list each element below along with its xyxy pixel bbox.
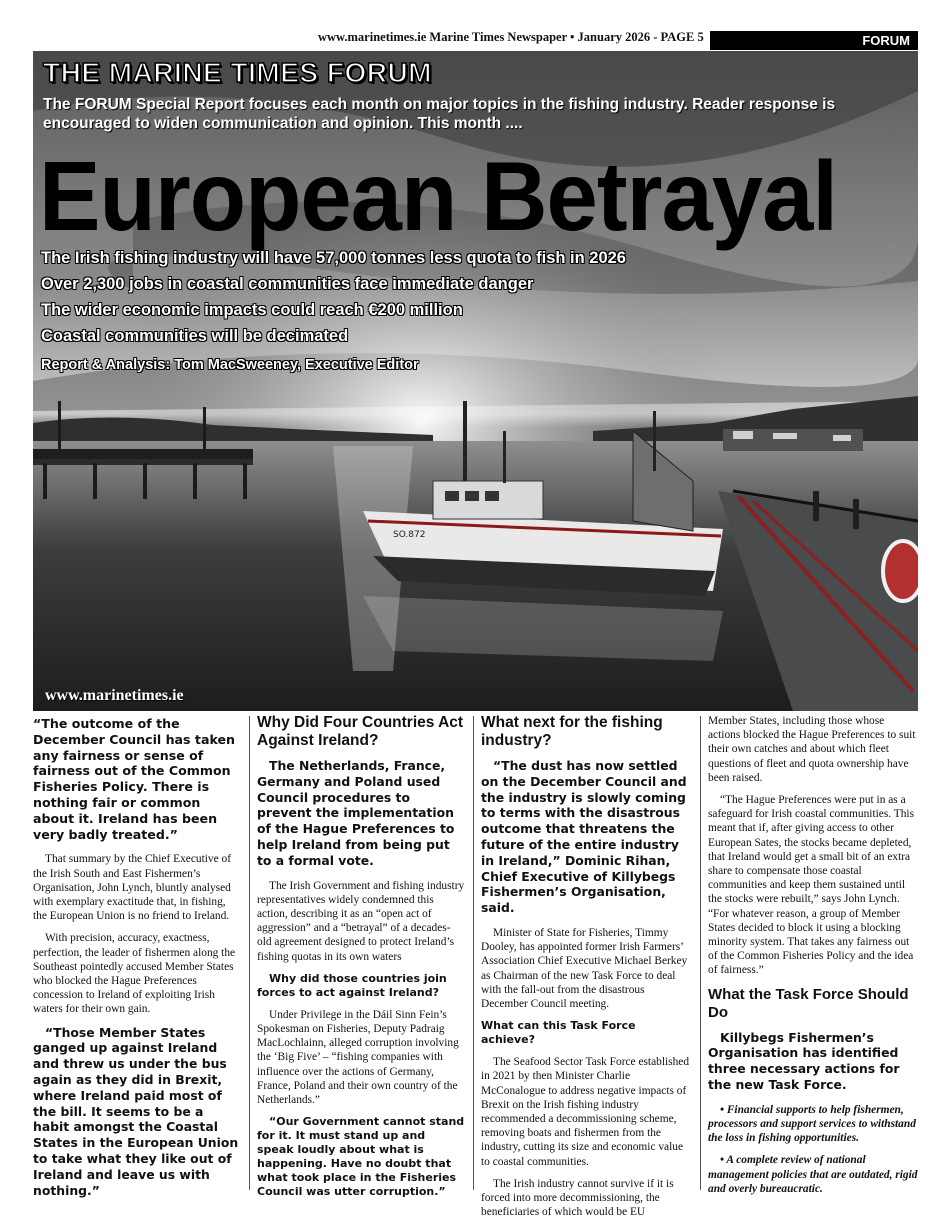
action-item: • Financial supports to help fishermen, processors and support services to withstand the loss in fishing opportunities. <box>708 1103 916 1145</box>
body-paragraph: The Irish Government and fishing industry representatives widely condemned this action, describing it as an “open act of aggression” and a “betrayal” of a decades-old agreement designed to protect Ireland’s fishing quotas in its own waters <box>257 879 465 963</box>
key-point: Coastal communities will be decimated <box>41 327 349 345</box>
main-headline: European Betrayal <box>39 141 838 251</box>
website-label: www.marinetimes.ie <box>45 687 184 704</box>
column-rule <box>473 716 474 1190</box>
action-item: • A complete review of national management policies that are outdated, rigid and overly bureaucratic. <box>708 1154 918 1195</box>
column-2 <box>257 714 465 1207</box>
section-tab: FORUM <box>710 31 918 50</box>
lead-paragraph: The Netherlands, France, Germany and Poland used Council procedures to prevent the implementation of the Hague Preferences to help Ireland from being put to a formal vote. <box>257 758 455 868</box>
lead-paragraph: Killybegs Fishermen’s Organisation has identified three necessary actions for the new Task Force. <box>708 1029 900 1093</box>
section-heading: What next for the fishing industry? <box>481 714 663 749</box>
lead-quote: “The dust has now settled on the December Council and the industry is slowly coming to terms with the disastrous outcome that threatens the future of the entire industry in Ireland,” Dominic Rihan, Chief Executive of Killybegs Fishermen’s Organisation, said. <box>481 758 687 916</box>
column-rule <box>700 716 701 1190</box>
key-points <box>41 245 626 349</box>
column-1 <box>33 714 241 1208</box>
boat-registration-label: SO.872 <box>393 530 426 540</box>
forum-title: THE MARINE TIMES FORUM <box>43 57 432 88</box>
forum-intro: The FORUM Special Report focuses each month on major topics in the fishing industry. Reader response is encouraged to widen communication and opinion. This month .... <box>43 96 836 132</box>
lead-quote: “The outcome of the December Council has taken any fairness or sense of fairness out of the Common Fisheries Policy. There is nothing fair or common about it. Ireland has been very badly treated.” <box>33 716 235 842</box>
hero-photo <box>33 51 918 711</box>
key-point: The Irish fishing industry will have 57,000 tonnes less quota to fish in 2026 <box>41 249 626 267</box>
body-paragraph: That summary by the Chief Executive of the Irish South and East Fishermen’s Organisation, John Lynch, bluntly analysed with exemplary exactitude that, in fishing, the European Union is no friend to Ireland. <box>33 853 231 923</box>
column-3 <box>481 714 693 1227</box>
pull-quote: “Our Government cannot stand for it. It must stand up and speak loudly about what is happening. Have no doubt that what took place in the Fisheries Council was utter corruption.” <box>257 1115 465 1199</box>
body-paragraph: Minister of State for Fisheries, Timmy Dooley, has appointed former Irish Farmers’ Association Chief Executive Michael Berkey as Chairman of the new Task Force to deal with the fall-out from the disastrous December Council meeting. <box>481 926 688 1010</box>
body-paragraph: The Seafood Sector Task Force established in 2021 by then Minister Charlie McConalogue to address negative impacts of Brexit on the Irish fishing industry recommended a decommissioning scheme, removing boats and fishermen from the industry, cutting its size and economic value to coastal communities. <box>481 1056 690 1168</box>
question-heading: Why did those countries join forces to act against Ireland? <box>257 971 447 999</box>
column-4 <box>708 714 918 1204</box>
section-heading: What the Task Force Should Do <box>708 985 909 1021</box>
body-paragraph: The Irish industry cannot survive if it is forced into more decommissioning, the beneficiaries of which would be EU <box>481 1177 674 1219</box>
key-point: Over 2,300 jobs in coastal communities face immediate danger <box>41 275 534 293</box>
byline: Report & Analysis: Tom MacSweeney, Executive Editor <box>41 357 419 373</box>
page-header <box>0 0 950 52</box>
body-paragraph: “The Hague Preferences were put in as a safeguard for Irish coastal communities. This meant that if, after giving access to other European Sates, the stocks became depleted, that Ireland would get a small bit of an extra share to compensate those coastal communities and keep them sustained until the stocks were rebuilt,” says John Lynch. “For whatever reason, a group of Member States decided to block it using a blocking minority system. That takes any fairness out of the Common Fisheries Policy and the idea of fairness.” <box>708 794 915 977</box>
running-head: www.marinetimes.ie Marine Times Newspaper • January 2026 - PAGE 5 <box>318 30 704 44</box>
body-paragraph: Member States, including those whose actions blocked the Hague Preferences to suit their own catches and about which fleet questions of fleet and quota ownership have been raised. <box>708 715 916 784</box>
body-paragraph: With precision, accuracy, exactness, perfection, the leader of fishermen along the Southeast pointedly accused Member States who blocked the Hague Preferences concession to Ireland of exploiting Irish waters for their own gain. <box>33 932 236 1016</box>
body-paragraph: Under Privilege in the Dáil Sinn Fein’s Spokesman on Fisheries, Deputy Padraig MacLochlainn, alleged corruption involving the ‘Big Five’ – “fishing companies with influence over the actions of Germany, France, Poland and their own country of the Netherlands.” <box>257 1008 459 1107</box>
pull-quote: “Those Member States ganged up against Ireland and threw us under the bus again as they did in Brexit, where Ireland paid most of the bill. It seems to be a habit amongst the Coastal States in the European Union to take what they like out of Ireland and leave us with nothing.” <box>33 1024 239 1198</box>
key-point: The wider economic impacts could reach €200 million <box>41 301 463 319</box>
section-heading: Why Did Four Countries Act Against Ireland? <box>257 714 464 749</box>
column-rule <box>249 716 250 1190</box>
question-heading: What can this Task Force achieve? <box>481 1019 636 1047</box>
